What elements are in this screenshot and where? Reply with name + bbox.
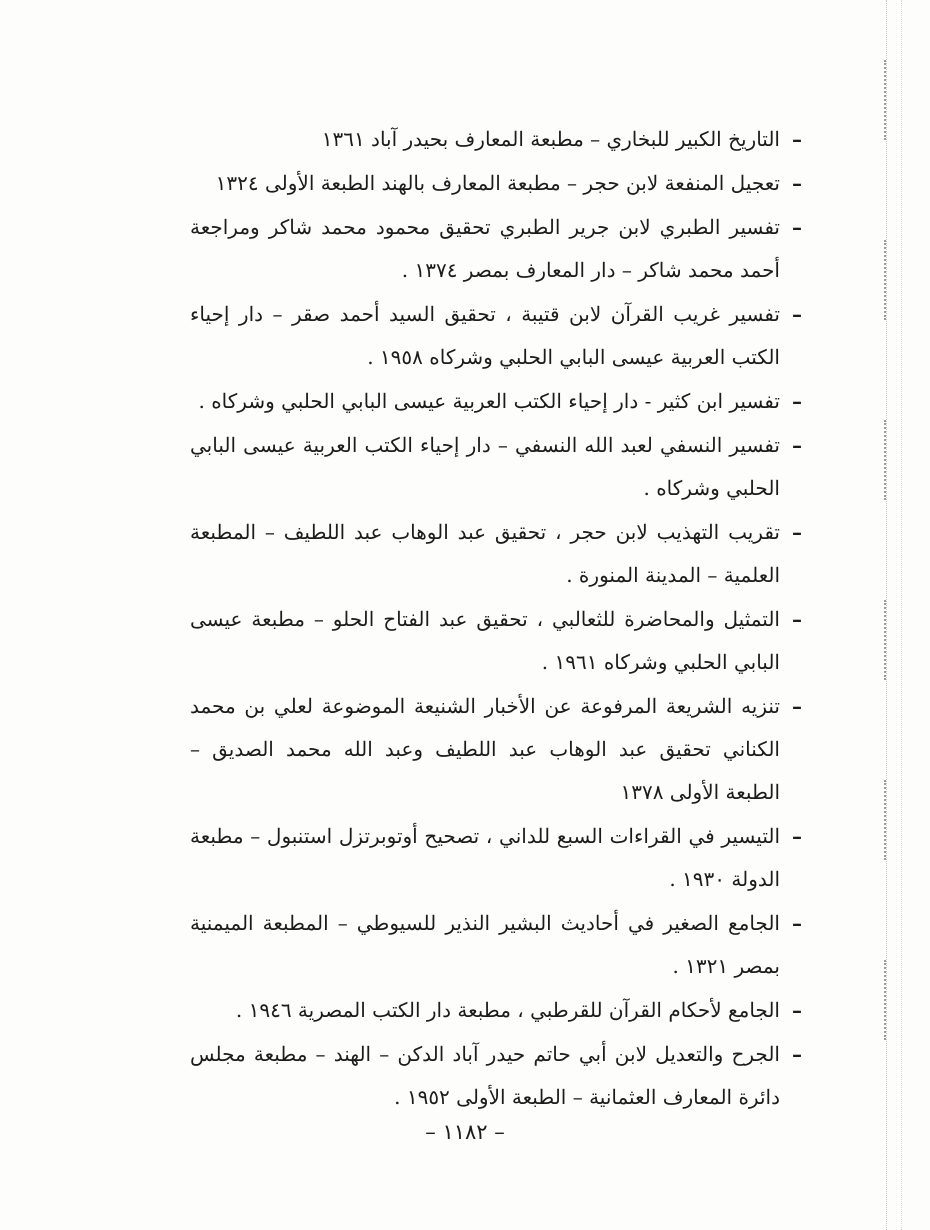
entry-dash: – <box>792 607 802 631</box>
entry-dash: – <box>792 433 802 457</box>
entry-dash: – <box>792 520 802 544</box>
scan-mark <box>884 780 896 860</box>
entry-text: تقريب التهذيب لابن حجر ، تحقيق عبد الوهاب عبد اللطيف – المطبعة العلمية – المدينة المنورة . <box>190 520 780 587</box>
entry-text: الجامع الصغير في أحاديث البشير النذير للسيوطي – المطبعة الميمنية بمصر ١٣٢١ . <box>190 911 780 978</box>
entry-text: تفسير النسفي لعبد الله النسفي – دار إحياء الكتب العربية عيسى البابي الحلبي وشركاه . <box>190 433 780 500</box>
entry-dash: – <box>792 911 802 935</box>
bibliography-entry <box>190 685 800 814</box>
bibliography-entry <box>190 598 800 684</box>
bibliography-entry <box>190 1033 800 1119</box>
entry-text: تفسير الطبري لابن جرير الطبري تحقيق محمود محمد شاكر ومراجعة أحمد محمد شاكر – دار المعارف بمصر ١٣٧٤ . <box>190 215 780 282</box>
entry-dash: – <box>792 824 802 848</box>
entry-dash: – <box>792 1042 802 1066</box>
entry-text: تعجيل المنفعة لابن حجر – مطبعة المعارف بالهند الطبعة الأولى ١٣٢٤ <box>215 171 780 195</box>
entry-text: التيسير في القراءات السبع للداني ، تصحيح أوتوبرتزل استنبول – مطبعة الدولة ١٩٣٠ . <box>190 824 780 891</box>
bibliography-entry <box>190 380 800 423</box>
entry-text: تنزيه الشريعة المرفوعة عن الأخبار الشنيعة الموضوعة لعلي بن محمد الكناني تحقيق عبد الوهاب عبد اللطيف وعبد الله محمد الصديق – الطبعة الأولى ١٣٧٨ <box>190 694 780 804</box>
bibliography-entry <box>190 118 800 161</box>
bibliography-list <box>190 118 800 1120</box>
scan-mark <box>884 60 896 140</box>
entry-dash: – <box>792 302 802 326</box>
bibliography-entry <box>190 815 800 901</box>
page-number: – ١١٨٢ – <box>425 1120 505 1144</box>
entry-text: تفسير غريب القرآن لابن قتيبة ، تحقيق السيد أحمد صقر – دار إحياء الكتب العربية عيسى البابي الحلبي وشركاه ١٩٥٨ . <box>190 302 780 369</box>
entry-text: الجرح والتعديل لابن أبي حاتم حيدر آباد الدكن – الهند – مطبعة مجلس دائرة المعارف العثمانية – الطبعة الأولى ١٩٥٢ . <box>190 1042 780 1109</box>
entry-dash: – <box>792 127 802 151</box>
scan-mark <box>884 240 896 320</box>
bibliography-entry <box>190 293 800 379</box>
entry-text: التاريخ الكبير للبخاري – مطبعة المعارف بحيدر آباد ١٣٦١ <box>321 127 780 151</box>
bibliography-entry <box>190 206 800 292</box>
entry-dash: – <box>792 389 802 413</box>
bibliography-entry <box>190 902 800 988</box>
entry-text: الجامع لأحكام القرآن للقرطبي ، مطبعة دار الكتب المصرية ١٩٤٦ . <box>235 998 780 1022</box>
scan-mark <box>884 600 896 680</box>
scan-mark <box>884 420 896 500</box>
scan-mark <box>884 960 896 1040</box>
bibliography-entry <box>190 989 800 1032</box>
entry-dash: – <box>792 215 802 239</box>
entry-dash: – <box>792 998 802 1022</box>
entry-dash: – <box>792 694 802 718</box>
bibliography-entry <box>190 424 800 510</box>
entry-text: التمثيل والمحاضرة للثعالبي ، تحقيق عبد الفتاح الحلو – مطبعة عيسى البابي الحلبي وشركاه ١٩٦١ . <box>190 607 780 674</box>
entry-dash: – <box>792 171 802 195</box>
bibliography-entry <box>190 162 800 205</box>
bibliography-entry <box>190 511 800 597</box>
entry-text: تفسير ابن كثير - دار إحياء الكتب العربية عيسى البابي الحلبي وشركاه . <box>198 389 780 413</box>
